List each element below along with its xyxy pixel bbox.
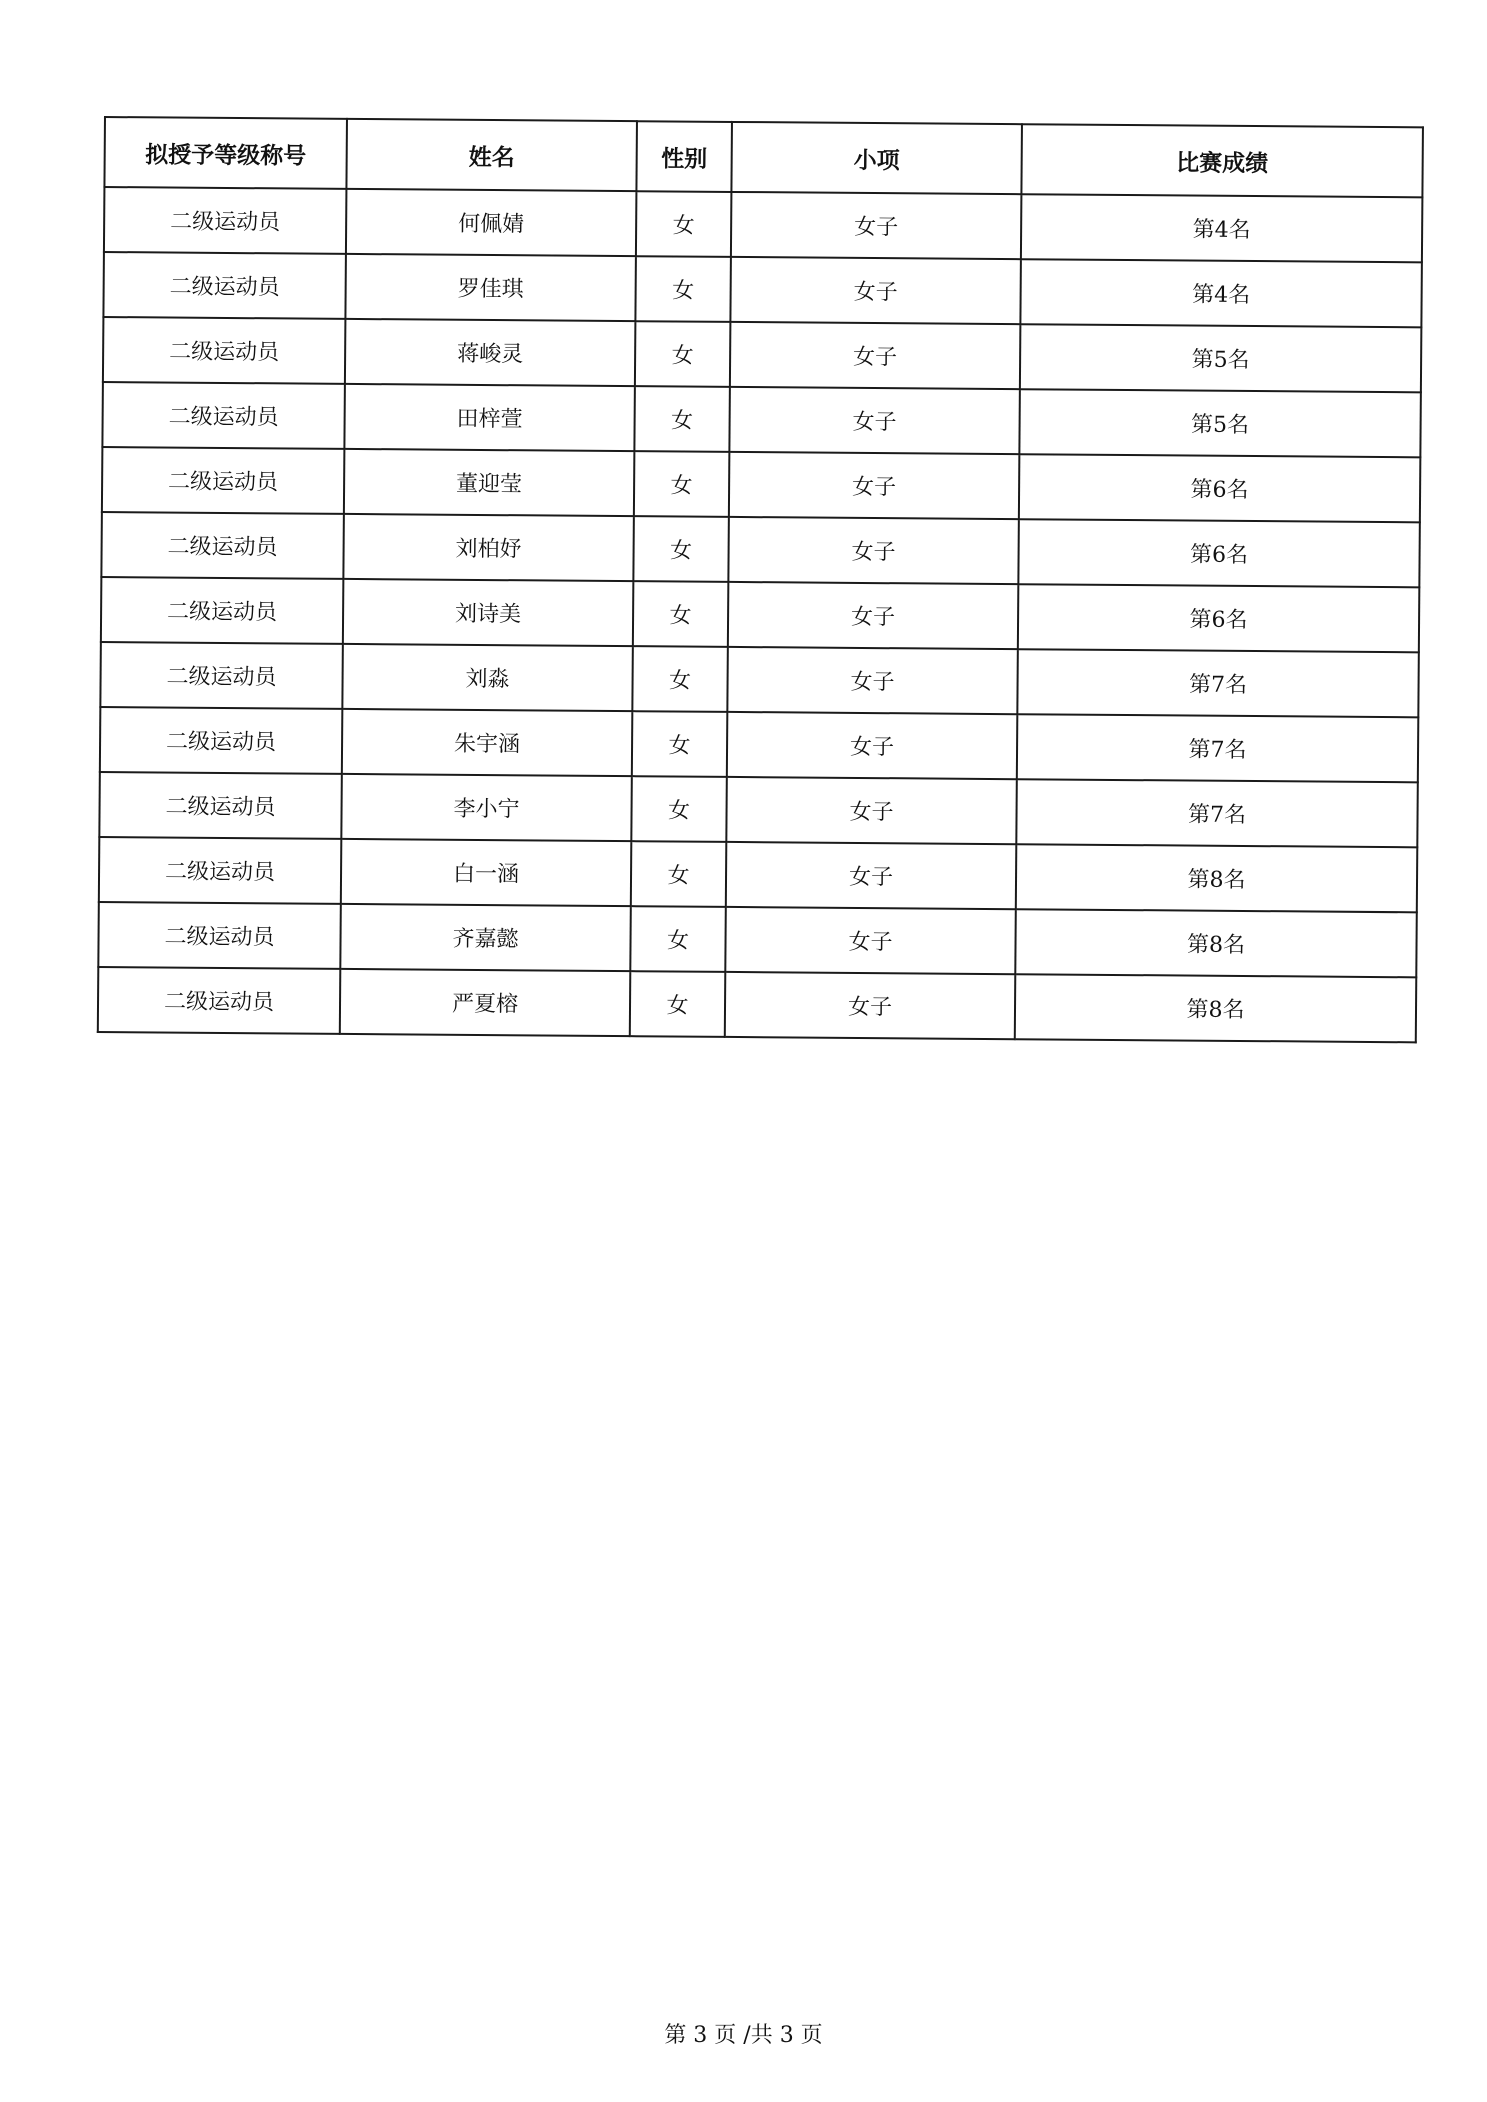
table-body bbox=[98, 187, 1423, 1042]
cell-result: 第6名 bbox=[1018, 584, 1419, 652]
cell-gender: 女 bbox=[631, 841, 727, 907]
cell-event: 女子 bbox=[727, 712, 1018, 779]
table-row bbox=[103, 252, 1421, 327]
cell-grade-title: 二级运动员 bbox=[100, 642, 343, 709]
header-result: 比赛成绩 bbox=[1021, 124, 1423, 197]
cell-gender: 女 bbox=[633, 581, 729, 647]
table-row bbox=[100, 642, 1418, 717]
athlete-grade-table bbox=[97, 116, 1424, 1043]
cell-gender: 女 bbox=[634, 386, 730, 452]
cell-event: 女子 bbox=[727, 647, 1018, 714]
table-row bbox=[104, 187, 1422, 262]
cell-gender: 女 bbox=[630, 906, 726, 972]
table-row bbox=[99, 772, 1417, 847]
table-header bbox=[104, 117, 1423, 197]
table-row bbox=[101, 512, 1419, 587]
cell-result: 第4名 bbox=[1021, 194, 1422, 262]
cell-name: 何佩婧 bbox=[346, 189, 637, 256]
cell-event: 女子 bbox=[726, 842, 1017, 909]
cell-grade-title: 二级运动员 bbox=[99, 837, 342, 904]
cell-gender: 女 bbox=[635, 321, 731, 387]
cell-event: 女子 bbox=[730, 322, 1021, 389]
cell-grade-title: 二级运动员 bbox=[104, 187, 347, 254]
cell-gender: 女 bbox=[632, 711, 728, 777]
cell-gender: 女 bbox=[633, 516, 729, 582]
cell-event: 女子 bbox=[725, 972, 1016, 1039]
page-number-footer: 第 3 页 /共 3 页 bbox=[664, 2023, 823, 2048]
cell-name: 朱宇涵 bbox=[342, 709, 633, 776]
header-row bbox=[104, 117, 1423, 197]
cell-gender: 女 bbox=[631, 776, 727, 842]
cell-name: 董迎莹 bbox=[344, 449, 635, 516]
cell-name: 齐嘉懿 bbox=[340, 904, 631, 971]
header-event: 小项 bbox=[731, 122, 1022, 194]
cell-grade-title: 二级运动员 bbox=[103, 317, 346, 384]
cell-result: 第5名 bbox=[1020, 324, 1421, 392]
table-row bbox=[102, 382, 1420, 457]
cell-event: 女子 bbox=[729, 452, 1020, 519]
cell-result: 第7名 bbox=[1016, 779, 1417, 847]
cell-name: 田梓萱 bbox=[344, 384, 635, 451]
cell-result: 第8名 bbox=[1015, 974, 1416, 1042]
cell-name: 严夏榕 bbox=[340, 969, 631, 1036]
cell-name: 刘淼 bbox=[342, 644, 633, 711]
cell-name: 蒋峻灵 bbox=[345, 319, 636, 386]
table-row bbox=[100, 707, 1418, 782]
cell-result: 第8名 bbox=[1015, 909, 1416, 977]
cell-event: 女子 bbox=[728, 517, 1019, 584]
cell-name: 罗佳琪 bbox=[345, 254, 636, 321]
cell-grade-title: 二级运动员 bbox=[102, 382, 345, 449]
cell-event: 女子 bbox=[731, 192, 1022, 259]
cell-gender: 女 bbox=[636, 191, 732, 257]
cell-gender: 女 bbox=[632, 646, 728, 712]
header-grade-title: 拟授予等级称号 bbox=[104, 117, 347, 189]
cell-event: 女子 bbox=[728, 582, 1019, 649]
cell-grade-title: 二级运动员 bbox=[98, 967, 341, 1034]
cell-grade-title: 二级运动员 bbox=[103, 252, 346, 319]
cell-event: 女子 bbox=[729, 387, 1020, 454]
cell-gender: 女 bbox=[634, 451, 730, 517]
cell-grade-title: 二级运动员 bbox=[102, 447, 345, 514]
cell-grade-title: 二级运动员 bbox=[101, 512, 344, 579]
cell-name: 李小宁 bbox=[341, 774, 632, 841]
cell-result: 第8名 bbox=[1016, 844, 1417, 912]
cell-result: 第4名 bbox=[1020, 259, 1421, 327]
table-row bbox=[102, 447, 1420, 522]
table-row bbox=[99, 837, 1417, 912]
cell-name: 刘柏妤 bbox=[343, 514, 634, 581]
cell-grade-title: 二级运动员 bbox=[99, 772, 342, 839]
table-row bbox=[98, 902, 1416, 977]
cell-result: 第6名 bbox=[1019, 454, 1420, 522]
cell-result: 第7名 bbox=[1017, 714, 1418, 782]
cell-name: 白一涵 bbox=[341, 839, 632, 906]
athlete-table-container bbox=[97, 116, 1422, 1043]
header-name: 姓名 bbox=[346, 119, 637, 191]
cell-gender: 女 bbox=[630, 971, 726, 1037]
cell-result: 第5名 bbox=[1019, 389, 1420, 457]
cell-name: 刘诗美 bbox=[343, 579, 634, 646]
cell-grade-title: 二级运动员 bbox=[100, 707, 343, 774]
cell-grade-title: 二级运动员 bbox=[101, 577, 344, 644]
cell-grade-title: 二级运动员 bbox=[98, 902, 341, 969]
table-row bbox=[98, 967, 1416, 1042]
table-row bbox=[103, 317, 1421, 392]
cell-gender: 女 bbox=[635, 256, 731, 322]
table-row bbox=[101, 577, 1419, 652]
header-gender: 性别 bbox=[636, 121, 732, 192]
cell-result: 第7名 bbox=[1017, 649, 1418, 717]
cell-result: 第6名 bbox=[1018, 519, 1419, 587]
cell-event: 女子 bbox=[726, 777, 1017, 844]
cell-event: 女子 bbox=[725, 907, 1016, 974]
cell-event: 女子 bbox=[730, 257, 1021, 324]
